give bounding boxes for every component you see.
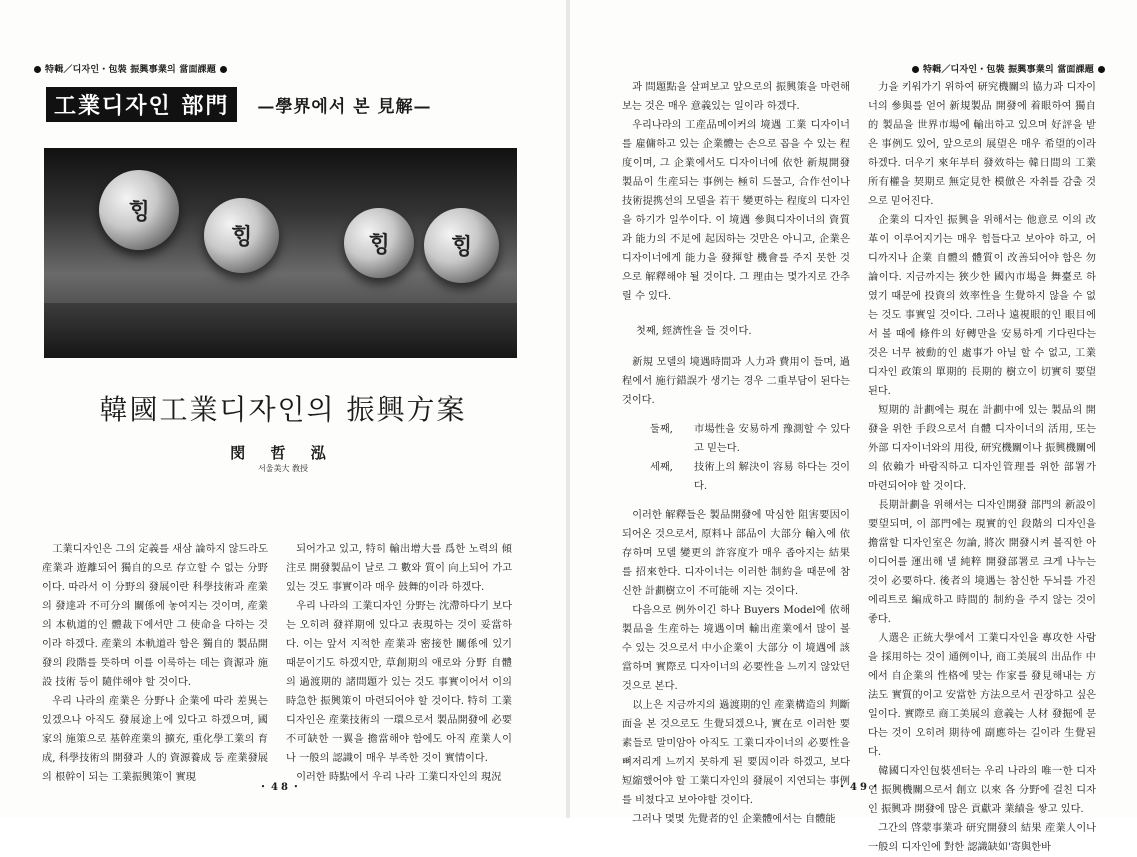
list-item: 세째, 技術上의 解決이 容易 하다는 것이다. [650, 462, 850, 492]
author-affiliation: 서울美大 敎授 [258, 464, 308, 473]
page-number: ・49・ [837, 782, 883, 793]
list-item: 둘째, 市場性을 安易하게 豫測할 수 있다고 믿는다. [650, 424, 850, 454]
article-title: 韓國工業디자인의 振興方案 [99, 393, 467, 426]
paragraph: 新規 모델의 境遇時間과 人力과 費用이 들며, 過程에서 施行錯誤가 생기는 경우 二重부담이 된다는 것이다. [622, 357, 850, 406]
paragraph: 韓國디자인包裝센터는 우리 나라의 唯一한 디자인 振興機關으로서 創立 以來 各 分野에 걸친 디자인 振興과 開發에 많은 貢獻과 業績을 쌓고 있다. [868, 766, 1096, 815]
paragraph: 되어가고 있고, 特히 輸出增大를 爲한 노력의 傾注로 開發製品이 날로 그 數와 質이 向上되어 가고 있는 것도 事實이라 매우 鼓舞的이라 하겠다. [286, 544, 512, 593]
knob-image: ᄒᆡᆼ [424, 208, 499, 283]
page-number: ・48・ [258, 782, 304, 793]
right-page [570, 0, 1137, 853]
paragraph: 우리나라의 工産品메이커의 境遇 工業 디자이너를 雇傭하고 있는 企業體는 손으로 꼽을 수 있는 程度이며, 그 企業에서도 디자이너에 依한 新規開發製品이 生産되는 事例는 極히 드물고, 合作선이나 技術提携선의 모델을 若干 變更하는 程度의 디자인을 하기가 일쑤이다. 이 境遇 參與디자이너의 資質과 能力의 不足에 起因하는 것만은 아니고, 企業은 디자이너에게 能力을 發揮할 機會를 주지 못한 것으로 解釋해야 될 것이다. 그 理由는 몇가지로 간추릴 수 있다. [622, 120, 850, 302]
paragraph: 다음으로 例外이긴 하나 Buyers Model에 依해 製品을 生産하는 境遇이며 輸出産業에서 많이 볼 수 있는 것으로서 中小企業이 大部分 이 境遇에 該當하며 實際로 디자이너의 必要性을 느끼지 않았던 것으로 본다. [622, 605, 850, 692]
knob-image: ᄒᆡᆼ [204, 198, 279, 273]
running-header: 特輯／디자인・包裝 振興事業의 當面課題 [908, 62, 1109, 75]
paragraph: 그간의 啓蒙事業과 研究開發의 結果 産業人이나 一般의 디자인에 對한 認識缺如'寄與한바 [868, 823, 1096, 853]
paragraph: 과 問題點을 살펴보고 앞으로의 振興策을 마련해 보는 것은 매우 意義있는 일이라 하겠다. [622, 82, 850, 112]
paragraph: 短期的 計劃에는 現在 計劃中에 있는 製品의 開發을 위한 手段으로서 自體 디자이너의 活用, 또는 外部 디자이너와의 用役, 研究機關이나 振興機關에의 依賴가 바람직하고 디자인管理를 위한 部署가 마련되어야 할 것이다. [868, 405, 1096, 492]
text-column-4 [868, 78, 1096, 857]
left-page [0, 0, 566, 818]
bullet-icon [912, 66, 919, 73]
text-column-1 [42, 540, 268, 787]
text-column-3 [622, 78, 850, 829]
paragraph: 以上은 지금까지의 過渡期的인 産業構造의 判斷面을 본 것으로도 生覺되겠으나, 實在로 이러한 要素들로 말미암아 아직도 工業디자이너의 必要性을 뼈저리게 느끼지 못하게 된 要因이라 하겠고, 보다 短縮했어야 할 工業디자인의 發展이 지연되는 事例를 비쳤다고 보아야할 것이다. [622, 700, 850, 806]
bullet-icon [220, 66, 227, 73]
product-photo [44, 148, 517, 358]
section-subtitle: —學界에서 본 見解— [257, 96, 432, 117]
point-heading: 첫째, 經濟性을 들 것이다. [636, 326, 752, 337]
paragraph: 人選은 正統大學에서 工業디자인을 專攻한 사람을 採用하는 것이 通例이나, 商工美展의 出品作 中에서 自企業의 性格에 맞는 作家를 發見해내는 方法도 實質的이고 安當한 方法으로서 권장하고 싶은 일이다. 實際로 商工美展의 意義는 人材 發掘에 문다는 것이 오히려 期待에 副應하는 길이라 生覺된다. [868, 633, 1096, 758]
paragraph: 그러나 몇몇 先覺者的인 企業體에서는 自體能 [632, 814, 836, 825]
knob-image: ᄒᆡᆼ [99, 170, 179, 250]
bullet-icon [1098, 66, 1105, 73]
section-label: 工業디자인 部門 [46, 87, 237, 122]
knob-image: ᄒᆡᆼ [344, 208, 414, 278]
author-name: 閔 哲 泓 [230, 444, 336, 462]
bullet-icon [34, 66, 41, 73]
paragraph: 우리 나라의 工業디자인 分野는 沈滯하다기 보다는 오히려 發祥期에 있다고 表現하는 것이 妥當하다. 이는 앞서 지적한 産業과 密接한 關係에 있기 때문이기도 하겠지만, 草創期의 애로와 分野 自體의 過渡期的 諸問題가 있는 것도 事實이어서 이의 時急한 振興策이 마련되어야 할 것이다. 特히 工業디자인은 産業技術의 一環으로서 製品開發에 必要不可缺한 一翼을 擔當해야 함에도 아직 産業人이나 一般의 認識이 매우 부족한 것이 實情이다. [286, 601, 512, 764]
paragraph: 長期計劃을 위해서는 디자인開發 部門의 新設이 要望되며, 이 部門에는 現實的인 段階의 디자인을 擔當할 디자인室은 勿論, 將次 開發시켜 볼직한 아이디어를 運出해 낼 純粹 開發部署로 크게 나누는 것이 必要하다. 後者의 境遇는 참신한 두뇌를 가진 에리트로 編成하고 時間的 制約을 주지 않는 것이 좋다. [868, 500, 1096, 625]
section-title-row [46, 88, 432, 120]
paragraph: 우리 나라의 産業은 分野나 企業에 따라 差異는 있겠으나 아직도 發展途上에 있다고 하겠으며, 國家의 施策으로 基幹産業의 擴充, 重化學工業의 育成, 科學技術의 開發과 人的 資源養成 등 産業發展의 根幹이 되는 工業振興策이 實現 [42, 696, 268, 783]
text-column-2 [286, 540, 512, 787]
paragraph: 이러한 解釋들은 製品開發에 막심한 阻害要因이 되어온 것으로서, 原料나 部品이 大部分 輸入에 依存하며 모델 變更의 許容度가 매우 좁아지는 結果를 招來한다. 디자이너는 이러한 制約을 때문에 참신한 計劃樹立이 不可能해 지는 것이다. [622, 510, 850, 597]
paragraph: 工業디자인은 그의 定義를 새삼 論하지 않드라도 産業과 遊離되어 獨自的으로 存立할 수 없는 分野이다. 따라서 이 分野의 發展이란 科學技術과 産業의 發達과 不可分의 關係에 놓여지는 것이며, 産業의 本軌道的인 體裁下에서만 그 使命을 다하는 것이라 하겠다. 産業의 本軌道라 함은 獨自的 製品開發의 段階를 뜻하며 이를 이룩하는 데는 資源과 施設 技術 등이 隨伴해야 할 것이다. [42, 544, 268, 688]
paragraph: 力을 키워가기 위하여 研究機關의 協力과 디자이너의 參與를 얻어 新規製品 開發에 着眼하여 獨自的 製品을 世界市場에 輸出하고 있으며 好評을 받은 事例도 있어, 앞으로의 展望은 매우 希望的이라 하겠다. 더우기 來年부터 發效하는 韓日間의 工業所有權을 契期로 無定見한 模倣은 자취를 감출 것으로 믿어진다. [868, 82, 1096, 207]
running-header: 特輯／디자인・包裝 振興事業의 當面課題 [30, 62, 231, 75]
paragraph: 企業의 디자인 振興을 위해서는 他意로 이의 改革이 이루어지기는 매우 힘들다고 보아야 하고, 어디까지나 企業 自體의 體質이 改善되어야 함은 勿論이다. 지금까지는 狹少한 國內市場을 舞臺로 하였기 때문에 投資의 效率性을 生覺하지 않을 수 없는 것도 事實일 것이다. 그러나 遠視眼的인 眼目에서 볼 때에 條件의 好轉만을 安易하게 기다린다는 것은 너무 被動的인 處事가 아닐 할 수 없고, 工業디자인 政策의 單期的 長期的 樹立이 切實히 要望된다. [868, 215, 1096, 397]
photo-base [44, 303, 517, 358]
paragraph: 이러한 時點에서 우리 나라 工業디자인의 現況 [296, 772, 502, 783]
